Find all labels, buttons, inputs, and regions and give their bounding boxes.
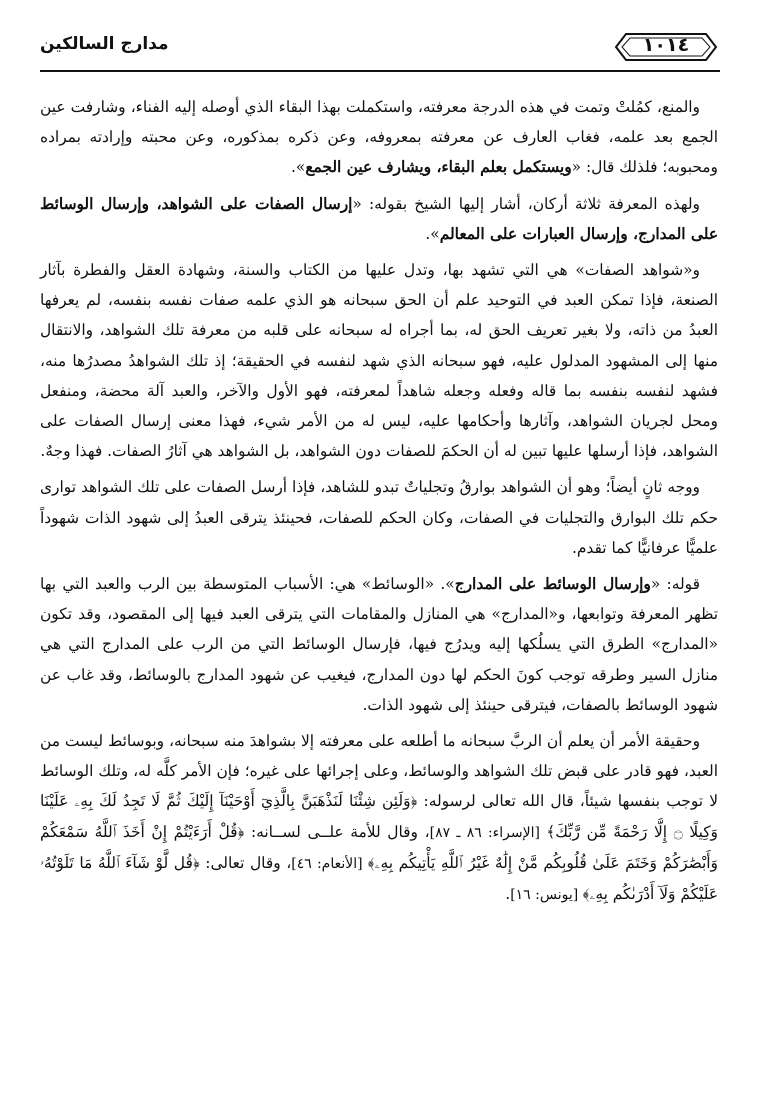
verse-reference: [يونس: ١٦] <box>510 887 583 904</box>
text-run: و«شواهد الصفات» هي التي تشهد بها، وتدل عليها من الكتاب والسنة، وشهادة العقل والفطرة بآثار الصنعة، فإذا تمكن العبد في التوحيد علم أن الحق سبحانه هو الذي علمه صفات نفسه بنفسه، لم يعرفها العبدُ من ذاته، ولا بغير تعريف الحق له، بما أجراه له سبحانه على قلبه من معرفة تلك الشواهد، والانتقال منها إلى المشهود المدلول عليه، فهو سبحانه الذي شهد لنفسه في الحقيقة؛ إذ تلك الشواهدُ مصدرُها منه، فشهد لنفسه بنفسه بما قاله وفعله وجعله شاهداً لمعرفته، فهو الأول والآخر، والعبد آلة محضة، ومنفعل ومحل لجريان الشواهد، وآثارها وأحكامها عليه، ليس له من الأمر شيء، فهذا معنى إرسال الصفات على الشواهد، فإذا أرسلها عليها تبين له أن الحكمَ للصفات دون الشواهد، بل الشواهد هي آثارُ الصفات. فهذا وجهٌ. <box>40 261 718 461</box>
text-run: ، وقال للأمة علــى لســانه: <box>244 822 430 841</box>
quoted-phrase: إرسال الصفات على الشواهد، وإرسال الوسائط على المدارج، وإرسال العبارات على المعالم <box>40 194 718 243</box>
paragraph-1 <box>40 92 718 183</box>
text-run: ». <box>425 224 440 243</box>
paragraph-4 <box>40 472 718 563</box>
text-run: ». <box>291 158 306 177</box>
verse-reference: [الإسراء: ٨٦ ـ ٨٧] <box>429 824 547 841</box>
text-run: قوله: « <box>650 575 700 594</box>
header-divider <box>40 70 720 72</box>
paragraph-3 <box>40 255 718 466</box>
quoted-phrase: ويستكمل بعلم البقاء، ويشارف عين الجمع <box>305 158 572 177</box>
text-run: . <box>505 885 511 904</box>
text-run: والمنع، كمُلتْ وتمت في هذه الدرجة معرفته، واستكملت بهذا البقاء الذي أوصله إليه الفناء، وشارفت عين الجمع بعد علمه، فغاب العارف عن معرفته بمعروفه، وعن ذكره بمذكوره، وعن محبته وإرادته بمراده ومحبوبه؛ فلذلك قال: « <box>40 98 718 177</box>
quran-verse: ﴿قُلْ أَرَءَيْتُمْ إِنْ أَخَذَ ٱللَّهُ سَمْعَكُمْ وَأَبْصَٰرَكُمْ وَخَتَمَ عَلَىٰ قُلُوبِكُم مَّنْ إِلَٰهٌ غَيْرُ ٱللَّهِ يَأْتِيكُم بِهِۦ﴾ <box>40 822 718 872</box>
quran-verse: ﴿قُل لَّوْ شَآءَ ٱللَّهُ مَا تَلَوْتُهُۥ عَلَيْكُمْ وَلَآ أَدْرَىٰكُم بِهِۦ﴾ <box>40 853 718 904</box>
paragraph-5 <box>40 569 718 720</box>
verse-reference: [الأنعام: ٤٦] <box>291 855 368 872</box>
main-text <box>40 92 718 910</box>
text-run: ووجه ثانٍ أيضاً؛ وهو أن الشواهد بوارقُ وتجلياتٌ تبدو للشاهد، فإذا أرسل الصفات على تلك الشواهد توارى حكم تلك البوارق والتجليات في الصفات، وكان الحكم للصفات، فحينئذ يترقى العبدُ إلى شهود الذات شهوداً علميًّا عرفانيًّا كما تقدم. <box>40 478 718 557</box>
paragraph-2 <box>40 189 718 249</box>
paragraph-6 <box>40 726 718 910</box>
text-run: ولهذه المعرفة ثلاثة أركان، أشار إليها الشيخ بقوله: « <box>352 194 700 213</box>
quran-verse: ﴿وَلَئِن شِئْنَا لَنَذْهَبَنَّ بِالَّذِيٓ أَوْحَيْنَآ إِلَيْكَ ثُمَّ لَا تَجِدُ لَكَ بِهِۦ عَلَيْنَا وَكِيلًا ۝ إِلَّا رَحْمَةً مِّن رَّبِّكَ﴾ <box>40 792 718 841</box>
text-run: وحقيقة الأمر أن يعلم أن الربَّ سبحانه ما أطلعه على معرفته إلا بشواهدَ منه سبحانه، وبوسائط ليست من العبد، فهو قادر على قبض تلك الشواهد والوسائط، وعلى إجرائها على غيره؛ فإن الأمر كلَّه له، وتلك الوسائط لا توجب بنفسها شيئاً، قال الله تعالى لرسوله: <box>40 732 718 811</box>
page-number-badge <box>612 30 720 64</box>
book-title: مدارج السالكين <box>40 34 169 54</box>
quoted-phrase: وإرسال الوسائط على المدارج <box>454 575 651 594</box>
page-header <box>40 30 720 70</box>
text-run: ». «الوسائط» هي: الأسباب المتوسطة بين الرب والعبد التي بها تظهر المعرفة وتوابعها، و«المدارج» هي المنازل والمقامات التي يترقى العبد فيها إلى المقصود، وقد تكون «المدارج» الطرق التي يسلُكها إليه ويدرُج فيها، فإرسال الوسائط التي من الرب على المدارج التي هي منازل السير وطرقه توجب كونَ الحكم لها دون المدارج، فيغيب عن شهود المدارج بالوسائط، وقد غاب عن شهود الوسائط بالصفات، فيترقى حينئذ إلى شهود الذات. <box>40 575 718 714</box>
page-number: ١٠١٤ <box>642 34 690 56</box>
text-run: ، وقال تعالى: <box>199 853 292 872</box>
